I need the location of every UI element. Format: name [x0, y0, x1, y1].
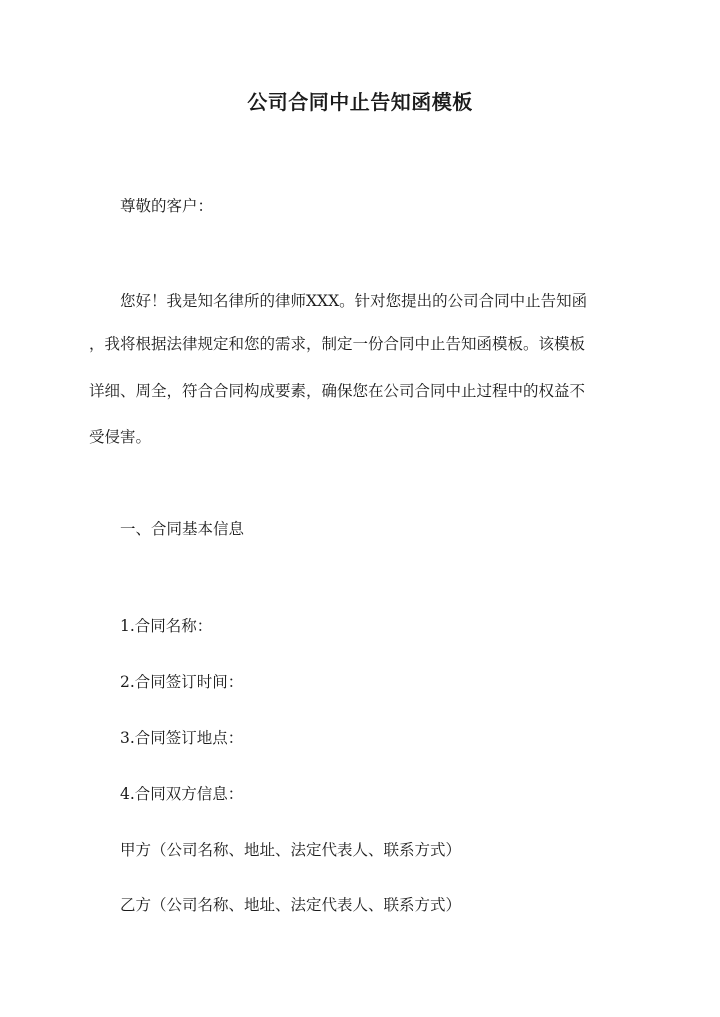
list-item-signing-place: 3.合同签订地点： — [120, 729, 244, 747]
intro-line-3: 详细、周全，符合合同构成要素，确保您在公司合同中止过程中的权益不 — [89, 382, 586, 400]
list-item-signing-time: 2.合同签订时间： — [120, 673, 244, 691]
intro-line-4: 受侵害。 — [89, 428, 152, 446]
party-a-info: 甲方（公司名称、地址、法定代表人、联系方式） — [120, 841, 462, 859]
section-heading-basic-info: 一、合同基本信息 — [120, 520, 245, 538]
party-b-info: 乙方（公司名称、地址、法定代表人、联系方式） — [120, 896, 462, 914]
intro-line-1: 您好！我是知名律所的律师XXX。针对您提出的公司合同中止告知函 — [120, 292, 588, 310]
greeting-text: 尊敬的客户： — [120, 197, 214, 215]
list-item-contract-name: 1.合同名称： — [120, 617, 213, 635]
document-title: 公司合同中止告知函模板 — [247, 90, 473, 114]
intro-line-2: ，我将根据法律规定和您的需求，制定一份合同中止告知函模板。该模板 — [89, 335, 586, 353]
list-item-parties-info: 4.合同双方信息： — [120, 785, 244, 803]
